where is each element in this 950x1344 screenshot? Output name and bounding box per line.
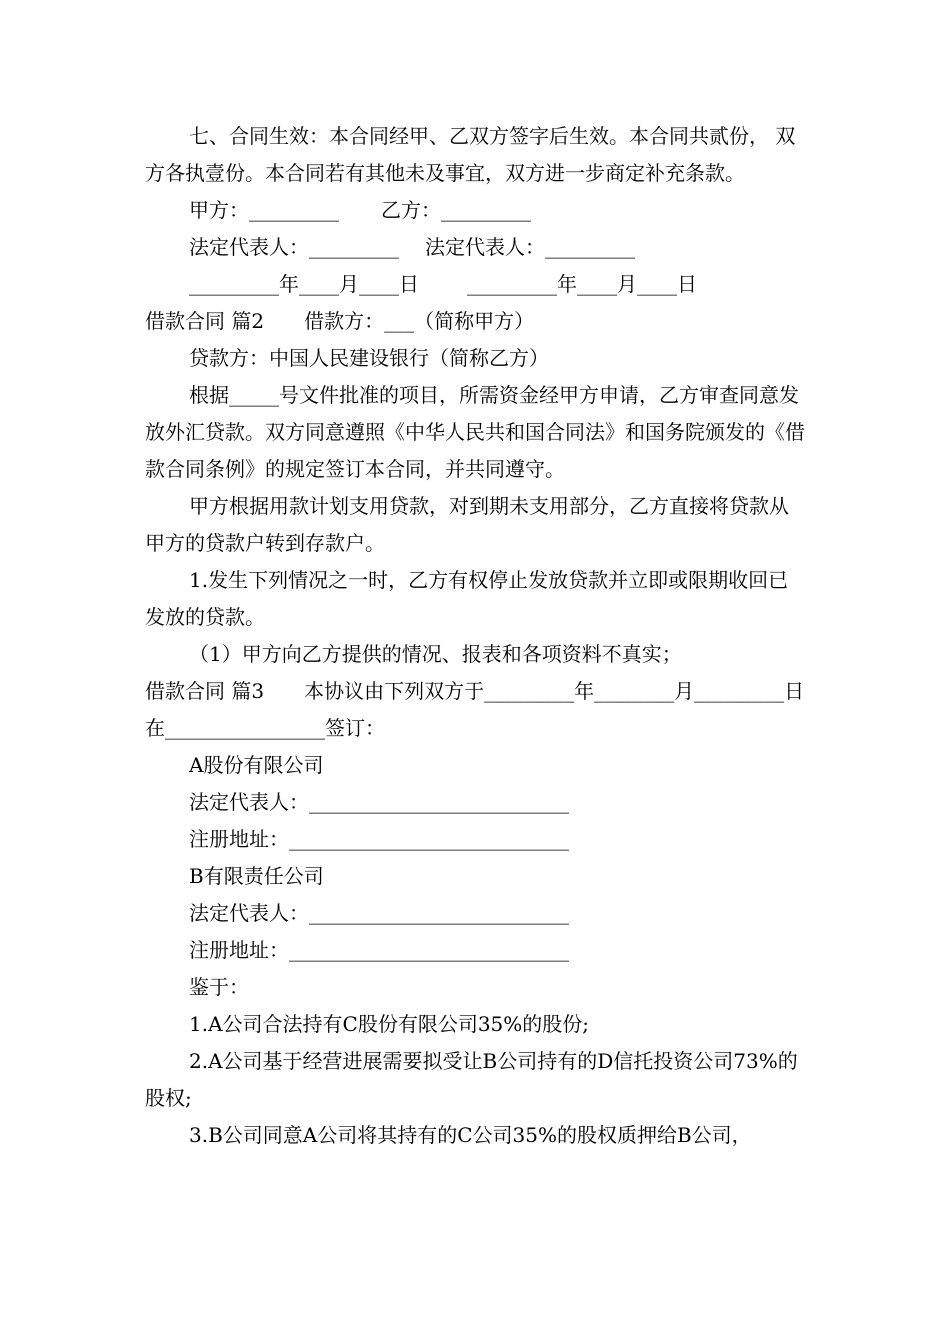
party-b-name: B有限责任公司 xyxy=(189,864,324,888)
contract-3-heading-row xyxy=(145,673,807,747)
party-a-name: A股份有限公司 xyxy=(189,753,324,777)
party-b-representative-field: 法定代表人：__________________________ xyxy=(189,901,569,925)
party-a-address-field: 注册地址：____________________________ xyxy=(189,827,569,851)
contract-2-borrower: 借款方：___（简称甲方） xyxy=(304,309,535,333)
contract-2-item-1: 1.发生下列情况之一时，乙方有权停止发放贷款并立即或限期收回已发放的贷款。 xyxy=(145,568,789,629)
whereas-item-3: 3.B公司同意A公司将其持有的C公司35%的股权质押给B公司， xyxy=(189,1123,752,1147)
whereas-item-2: 2.A公司基于经营进展需要拟受让B公司持有的D信托投资公司73%的股权; xyxy=(145,1049,798,1110)
contract-2-basis-paragraph: 根据_____号文件批准的项目，所需资金经甲方申请，乙方审查同意发放外汇贷款。双方同意遵照《中华人民共和国合同法》和国务院颁发的《借款合同条例》的规定签订本合同，并共同遵守。 xyxy=(145,383,805,481)
contract-2-item-1-sub-1: （1）甲方向乙方提供的情况、报表和各项资料不真实； xyxy=(189,642,682,666)
contract-2-heading-row xyxy=(145,303,807,340)
party-a-representative: 法定代表人：_________ xyxy=(189,235,399,259)
clause-7-paragraph: 七、合同生效：本合同经甲、乙双方签字后生效。本合同共贰份， 双方各执壹份。本合同若有其他未及事宜，双方进一步商定补充条款。 xyxy=(145,124,796,185)
document-page xyxy=(145,118,807,1154)
party-b-date: _________年____月____日 xyxy=(467,272,697,296)
signature-row-dates xyxy=(145,266,807,303)
party-b-representative: 法定代表人：_________ xyxy=(425,235,635,259)
contract-2-lender: 贷款方：中国人民建设银行（简称乙方） xyxy=(189,346,549,370)
party-a-date: _________年____月____日 xyxy=(189,272,419,296)
contract-2-usage-paragraph: 甲方根据用款计划支用贷款，对到期未支用部分，乙方直接将贷款从甲方的贷款户转到存款户。 xyxy=(145,494,789,555)
contract-3-intro: 本协议由下列双方于_________年________月_________日在________________签订： xyxy=(145,679,805,740)
signature-row-representatives xyxy=(145,229,807,266)
party-a-signature: 甲方：_________ xyxy=(189,198,339,222)
party-a-representative-field: 法定代表人：__________________________ xyxy=(189,790,569,814)
contract-3-heading: 借款合同 篇3 xyxy=(145,679,265,703)
whereas-heading: 鉴于： xyxy=(189,975,249,999)
contract-2-heading: 借款合同 篇2 xyxy=(145,309,265,333)
whereas-item-1: 1.A公司合法持有C股份有限公司35%的股份; xyxy=(189,1012,590,1036)
signature-row-parties xyxy=(145,192,807,229)
party-b-address-field: 注册地址：____________________________ xyxy=(189,938,569,962)
party-b-signature: 乙方：_________ xyxy=(381,198,531,222)
